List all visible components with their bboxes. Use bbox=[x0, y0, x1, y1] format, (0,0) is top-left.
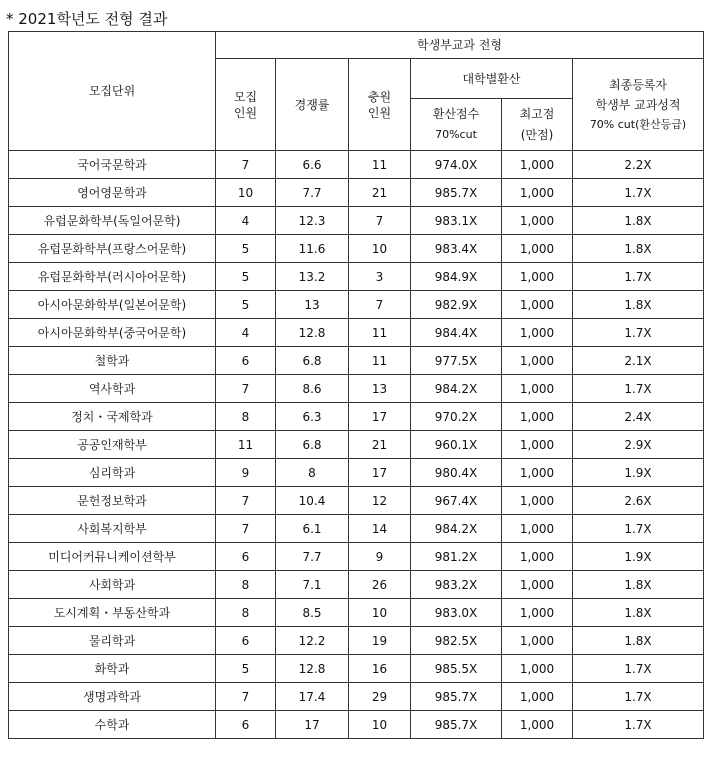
cell-rate: 12.3 bbox=[276, 207, 349, 235]
cell-fill: 7 bbox=[349, 207, 411, 235]
cell-max: 1,000 bbox=[502, 599, 573, 627]
cell-max: 1,000 bbox=[502, 683, 573, 711]
cell-recruit: 6 bbox=[216, 347, 276, 375]
cell-recruit: 6 bbox=[216, 543, 276, 571]
cell-rate: 17 bbox=[276, 711, 349, 739]
cell-score: 984.9X bbox=[411, 263, 502, 291]
header-rate: 경쟁률 bbox=[276, 59, 349, 151]
cell-rate: 17.4 bbox=[276, 683, 349, 711]
cell-rate: 11.6 bbox=[276, 235, 349, 263]
cell-unit: 유럽문화학부(프랑스어문학) bbox=[9, 235, 216, 263]
cell-recruit: 5 bbox=[216, 655, 276, 683]
cell-unit: 정치・국제학과 bbox=[9, 403, 216, 431]
cell-fill: 16 bbox=[349, 655, 411, 683]
table-row bbox=[9, 347, 704, 375]
cell-rate: 7.7 bbox=[276, 179, 349, 207]
header-max: 최고점 (만점) bbox=[502, 99, 573, 151]
cell-unit: 유럽문화학부(독일어문학) bbox=[9, 207, 216, 235]
table-row bbox=[9, 599, 704, 627]
cell-final: 1.7X bbox=[573, 515, 704, 543]
cell-score: 980.4X bbox=[411, 459, 502, 487]
cell-rate: 7.7 bbox=[276, 543, 349, 571]
cell-max: 1,000 bbox=[502, 627, 573, 655]
cell-max: 1,000 bbox=[502, 403, 573, 431]
cell-fill: 11 bbox=[349, 347, 411, 375]
cell-fill: 26 bbox=[349, 571, 411, 599]
cell-max: 1,000 bbox=[502, 711, 573, 739]
cell-unit: 수학과 bbox=[9, 711, 216, 739]
cell-final: 1.7X bbox=[573, 319, 704, 347]
cell-max: 1,000 bbox=[502, 151, 573, 179]
cell-rate: 6.1 bbox=[276, 515, 349, 543]
cell-unit: 심리학과 bbox=[9, 459, 216, 487]
table-row bbox=[9, 571, 704, 599]
cell-unit: 도시계획・부동산학과 bbox=[9, 599, 216, 627]
cell-rate: 7.1 bbox=[276, 571, 349, 599]
cell-fill: 9 bbox=[349, 543, 411, 571]
cell-fill: 14 bbox=[349, 515, 411, 543]
cell-final: 1.8X bbox=[573, 207, 704, 235]
header-fill: 충원 인원 bbox=[349, 59, 411, 151]
cell-recruit: 8 bbox=[216, 571, 276, 599]
cell-rate: 12.2 bbox=[276, 627, 349, 655]
cell-max: 1,000 bbox=[502, 655, 573, 683]
cell-fill: 10 bbox=[349, 599, 411, 627]
table-row bbox=[9, 235, 704, 263]
cell-final: 1.7X bbox=[573, 655, 704, 683]
cell-fill: 3 bbox=[349, 263, 411, 291]
cell-rate: 10.4 bbox=[276, 487, 349, 515]
cell-score: 983.2X bbox=[411, 571, 502, 599]
cell-score: 984.2X bbox=[411, 375, 502, 403]
cell-recruit: 4 bbox=[216, 207, 276, 235]
cell-final: 2.4X bbox=[573, 403, 704, 431]
cell-score: 985.5X bbox=[411, 655, 502, 683]
cell-recruit: 6 bbox=[216, 627, 276, 655]
cell-recruit: 7 bbox=[216, 515, 276, 543]
table-row bbox=[9, 543, 704, 571]
cell-final: 1.8X bbox=[573, 627, 704, 655]
cell-fill: 21 bbox=[349, 431, 411, 459]
cell-final: 1.8X bbox=[573, 571, 704, 599]
cell-score: 974.0X bbox=[411, 151, 502, 179]
cell-score: 983.1X bbox=[411, 207, 502, 235]
header-recruit: 모집 인원 bbox=[216, 59, 276, 151]
cell-rate: 6.6 bbox=[276, 151, 349, 179]
cell-fill: 29 bbox=[349, 683, 411, 711]
cell-score: 985.7X bbox=[411, 711, 502, 739]
cell-recruit: 5 bbox=[216, 263, 276, 291]
cell-fill: 17 bbox=[349, 403, 411, 431]
cell-unit: 사회복지학부 bbox=[9, 515, 216, 543]
cell-fill: 21 bbox=[349, 179, 411, 207]
cell-unit: 영어영문학과 bbox=[9, 179, 216, 207]
cell-unit: 미디어커뮤니케이션학부 bbox=[9, 543, 216, 571]
cell-rate: 8.6 bbox=[276, 375, 349, 403]
table-row bbox=[9, 263, 704, 291]
cell-rate: 12.8 bbox=[276, 655, 349, 683]
cell-fill: 11 bbox=[349, 319, 411, 347]
cell-final: 2.1X bbox=[573, 347, 704, 375]
header-group: 학생부교과 전형 bbox=[216, 32, 704, 59]
cell-fill: 13 bbox=[349, 375, 411, 403]
cell-final: 2.6X bbox=[573, 487, 704, 515]
cell-score: 982.5X bbox=[411, 627, 502, 655]
cell-max: 1,000 bbox=[502, 431, 573, 459]
cell-rate: 6.3 bbox=[276, 403, 349, 431]
table-row bbox=[9, 207, 704, 235]
cell-score: 977.5X bbox=[411, 347, 502, 375]
cell-score: 970.2X bbox=[411, 403, 502, 431]
cell-score: 984.4X bbox=[411, 319, 502, 347]
cell-unit: 화학과 bbox=[9, 655, 216, 683]
cell-max: 1,000 bbox=[502, 179, 573, 207]
table-row bbox=[9, 655, 704, 683]
cell-recruit: 9 bbox=[216, 459, 276, 487]
cell-max: 1,000 bbox=[502, 515, 573, 543]
cell-max: 1,000 bbox=[502, 263, 573, 291]
table-row bbox=[9, 179, 704, 207]
cell-score: 967.4X bbox=[411, 487, 502, 515]
header-conversion: 대학별환산 bbox=[411, 59, 573, 99]
cell-final: 1.7X bbox=[573, 263, 704, 291]
cell-final: 1.7X bbox=[573, 683, 704, 711]
table-row bbox=[9, 459, 704, 487]
cell-rate: 8 bbox=[276, 459, 349, 487]
cell-recruit: 5 bbox=[216, 291, 276, 319]
cell-recruit: 7 bbox=[216, 683, 276, 711]
cell-rate: 13 bbox=[276, 291, 349, 319]
cell-recruit: 5 bbox=[216, 235, 276, 263]
table-row bbox=[9, 431, 704, 459]
cell-score: 983.0X bbox=[411, 599, 502, 627]
cell-rate: 6.8 bbox=[276, 431, 349, 459]
table-row bbox=[9, 291, 704, 319]
cell-max: 1,000 bbox=[502, 347, 573, 375]
cell-max: 1,000 bbox=[502, 459, 573, 487]
cell-final: 1.7X bbox=[573, 179, 704, 207]
cell-max: 1,000 bbox=[502, 235, 573, 263]
cell-score: 985.7X bbox=[411, 683, 502, 711]
cell-unit: 물리학과 bbox=[9, 627, 216, 655]
table-row bbox=[9, 515, 704, 543]
cell-fill: 19 bbox=[349, 627, 411, 655]
cell-fill: 7 bbox=[349, 291, 411, 319]
cell-unit: 공공인재학부 bbox=[9, 431, 216, 459]
cell-fill: 10 bbox=[349, 235, 411, 263]
cell-unit: 사회학과 bbox=[9, 571, 216, 599]
cell-unit: 국어국문학과 bbox=[9, 151, 216, 179]
cell-recruit: 8 bbox=[216, 403, 276, 431]
cell-recruit: 7 bbox=[216, 151, 276, 179]
cell-max: 1,000 bbox=[502, 207, 573, 235]
cell-final: 1.7X bbox=[573, 711, 704, 739]
cell-score: 984.2X bbox=[411, 515, 502, 543]
table-row bbox=[9, 151, 704, 179]
cell-final: 1.7X bbox=[573, 375, 704, 403]
cell-final: 1.8X bbox=[573, 599, 704, 627]
cell-score: 983.4X bbox=[411, 235, 502, 263]
header-final: 최종등록자 학생부 교과성적 70% cut(환산등급) bbox=[573, 59, 704, 151]
cell-final: 1.9X bbox=[573, 543, 704, 571]
cell-recruit: 6 bbox=[216, 711, 276, 739]
cell-max: 1,000 bbox=[502, 375, 573, 403]
cell-score: 981.2X bbox=[411, 543, 502, 571]
cell-unit: 유럽문화학부(러시아어문학) bbox=[9, 263, 216, 291]
cell-unit: 생명과학과 bbox=[9, 683, 216, 711]
cell-final: 1.8X bbox=[573, 235, 704, 263]
cell-fill: 11 bbox=[349, 151, 411, 179]
cell-rate: 8.5 bbox=[276, 599, 349, 627]
cell-recruit: 8 bbox=[216, 599, 276, 627]
cell-max: 1,000 bbox=[502, 487, 573, 515]
cell-recruit: 10 bbox=[216, 179, 276, 207]
cell-unit: 철학과 bbox=[9, 347, 216, 375]
table-row bbox=[9, 319, 704, 347]
cell-rate: 13.2 bbox=[276, 263, 349, 291]
cell-final: 1.8X bbox=[573, 291, 704, 319]
header-unit: 모집단위 bbox=[9, 32, 216, 151]
header-score: 환산점수 70%cut bbox=[411, 99, 502, 151]
cell-unit: 문헌정보학과 bbox=[9, 487, 216, 515]
cell-recruit: 7 bbox=[216, 375, 276, 403]
cell-score: 985.7X bbox=[411, 179, 502, 207]
cell-recruit: 11 bbox=[216, 431, 276, 459]
table-row bbox=[9, 683, 704, 711]
cell-recruit: 4 bbox=[216, 319, 276, 347]
cell-score: 982.9X bbox=[411, 291, 502, 319]
cell-unit: 아시아문화학부(중국어문학) bbox=[9, 319, 216, 347]
table-row bbox=[9, 375, 704, 403]
cell-unit: 역사학과 bbox=[9, 375, 216, 403]
cell-final: 1.9X bbox=[573, 459, 704, 487]
table-row bbox=[9, 627, 704, 655]
cell-rate: 6.8 bbox=[276, 347, 349, 375]
cell-fill: 17 bbox=[349, 459, 411, 487]
table-row bbox=[9, 487, 704, 515]
cell-final: 2.9X bbox=[573, 431, 704, 459]
results-table bbox=[8, 31, 704, 739]
cell-recruit: 7 bbox=[216, 487, 276, 515]
cell-max: 1,000 bbox=[502, 319, 573, 347]
cell-max: 1,000 bbox=[502, 571, 573, 599]
page-title: * 2021학년도 전형 결과 bbox=[6, 10, 168, 28]
cell-fill: 12 bbox=[349, 487, 411, 515]
cell-fill: 10 bbox=[349, 711, 411, 739]
cell-unit: 아시아문화학부(일본어문학) bbox=[9, 291, 216, 319]
table-row bbox=[9, 711, 704, 739]
table-row bbox=[9, 403, 704, 431]
cell-final: 2.2X bbox=[573, 151, 704, 179]
cell-max: 1,000 bbox=[502, 543, 573, 571]
cell-score: 960.1X bbox=[411, 431, 502, 459]
cell-rate: 12.8 bbox=[276, 319, 349, 347]
cell-max: 1,000 bbox=[502, 291, 573, 319]
